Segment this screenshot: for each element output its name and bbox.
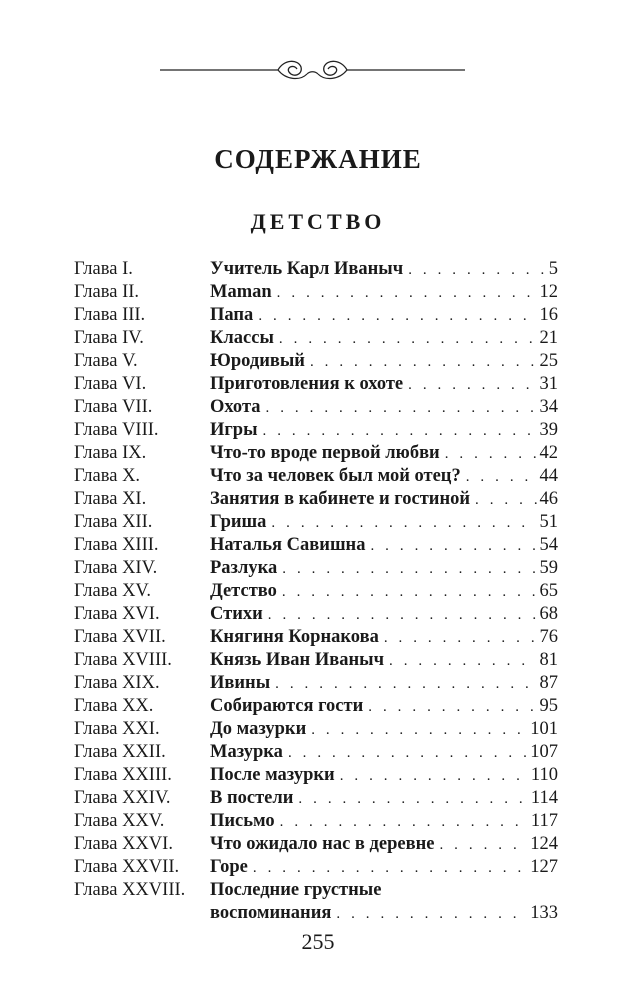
toc-leader-dots bbox=[263, 420, 537, 443]
toc-row[interactable] bbox=[74, 695, 558, 718]
toc-leader-dots bbox=[258, 305, 536, 328]
toc-page-number: 81 bbox=[539, 650, 558, 670]
toc-row[interactable] bbox=[74, 810, 558, 833]
toc-leader-dots bbox=[275, 673, 536, 696]
toc-leader-dots bbox=[268, 604, 537, 627]
toc-row[interactable] bbox=[74, 396, 558, 419]
toc-row[interactable] bbox=[74, 787, 558, 810]
toc-row[interactable] bbox=[74, 419, 558, 442]
toc-title: Охота bbox=[210, 397, 261, 417]
toc-leader-dots bbox=[266, 397, 537, 420]
toc-page-number: 42 bbox=[539, 443, 558, 463]
toc-title: Княгиня Корнакова bbox=[210, 627, 379, 647]
toc-page-number: 133 bbox=[530, 903, 558, 923]
toc-leader-dots bbox=[370, 535, 536, 558]
toc-title: Мазурка bbox=[210, 742, 283, 762]
toc-chapter-label: Глава III. bbox=[74, 305, 146, 325]
toc-page-number: 39 bbox=[539, 420, 558, 440]
toc-chapter-label: Глава VII. bbox=[74, 397, 153, 417]
toc-row[interactable] bbox=[74, 764, 558, 787]
toc-title: Приготовления к охоте bbox=[210, 374, 404, 394]
toc-page-number: 68 bbox=[539, 604, 558, 624]
toc-title: Игры bbox=[210, 420, 258, 440]
toc-page-number: 34 bbox=[539, 397, 558, 417]
toc-leader-dots bbox=[288, 742, 527, 765]
toc-leader-dots bbox=[389, 650, 536, 673]
toc-leader-dots bbox=[475, 489, 536, 512]
toc-chapter-label: Глава XXI. bbox=[74, 719, 160, 739]
toc-row[interactable] bbox=[74, 258, 558, 281]
page-number: 255 bbox=[301, 929, 335, 954]
toc-title: Что ожидало нас в деревне bbox=[210, 834, 435, 854]
toc-leader-dots bbox=[298, 788, 528, 811]
toc-chapter-label: Глава IX. bbox=[74, 443, 147, 463]
toc-title: Юродивый bbox=[210, 351, 305, 371]
toc-row[interactable] bbox=[74, 488, 558, 511]
toc-leader-dots bbox=[310, 351, 537, 374]
toc-chapter-label: Глава XXVII. bbox=[74, 857, 180, 877]
toc-title-line2: воспоминания bbox=[210, 903, 332, 923]
toc-chapter-label: Глава VI. bbox=[74, 374, 147, 394]
table-of-contents bbox=[74, 258, 558, 925]
toc-title: Что-то вроде первой любви bbox=[210, 443, 440, 463]
toc-title: Разлука bbox=[210, 558, 278, 578]
toc-leader-dots bbox=[280, 811, 528, 834]
toc-chapter-label: Глава XXV. bbox=[74, 811, 165, 831]
toc-chapter-label: Глава II. bbox=[74, 282, 140, 302]
toc-page-number: 44 bbox=[539, 466, 558, 486]
toc-leader-dots bbox=[271, 512, 536, 535]
toc-title: Детство bbox=[210, 581, 277, 601]
toc-chapter-label: Глава XXIV. bbox=[74, 788, 171, 808]
toc-row[interactable] bbox=[74, 603, 558, 626]
toc-row[interactable] bbox=[74, 879, 558, 925]
toc-row[interactable] bbox=[74, 833, 558, 856]
toc-page-number: 5 bbox=[548, 259, 558, 279]
toc-title: Классы bbox=[210, 328, 274, 348]
toc-chapter-label: Глава V. bbox=[74, 351, 138, 371]
toc-row[interactable] bbox=[74, 373, 558, 396]
toc-page-number: 114 bbox=[530, 788, 558, 808]
toc-row[interactable] bbox=[74, 534, 558, 557]
toc-chapter-label: Глава XX. bbox=[74, 696, 154, 716]
toc-chapter-label: Глава XXVI. bbox=[74, 834, 173, 854]
toc-chapter-label: Глава X. bbox=[74, 466, 141, 486]
toc-page-number: 101 bbox=[530, 719, 558, 739]
toc-row[interactable] bbox=[74, 741, 558, 764]
toc-row[interactable] bbox=[74, 442, 558, 465]
toc-row[interactable] bbox=[74, 580, 558, 603]
toc-title: Стихи bbox=[210, 604, 263, 624]
toc-page-number: 117 bbox=[530, 811, 558, 831]
toc-leader-dots bbox=[384, 627, 537, 650]
toc-leader-dots bbox=[445, 443, 537, 466]
toc-page-number: 54 bbox=[539, 535, 558, 555]
toc-title: В постели bbox=[210, 788, 294, 808]
toc-leader-dots bbox=[336, 903, 527, 926]
toc-leader-dots bbox=[311, 719, 527, 742]
toc-leader-dots bbox=[368, 696, 536, 719]
toc-title: После мазурки bbox=[210, 765, 335, 785]
toc-page-number: 59 bbox=[539, 558, 558, 578]
toc-page-number: 107 bbox=[530, 742, 558, 762]
toc-page-number: 25 bbox=[539, 351, 558, 371]
toc-page-number: 31 bbox=[539, 374, 558, 394]
toc-title: Занятия в кабинете и гостиной bbox=[210, 489, 471, 509]
toc-row[interactable] bbox=[74, 649, 558, 672]
toc-page-number: 127 bbox=[530, 857, 558, 877]
toc-chapter-label: Глава XI. bbox=[74, 489, 147, 509]
toc-chapter-label: Глава XVIII. bbox=[74, 650, 172, 670]
toc-row[interactable] bbox=[74, 626, 558, 649]
toc-chapter-label: Глава I. bbox=[74, 259, 133, 279]
toc-title: Горе bbox=[210, 857, 248, 877]
toc-title: Собираются гости bbox=[210, 696, 364, 716]
toc-chapter-label: Глава IV. bbox=[74, 328, 144, 348]
toc-leader-dots bbox=[340, 765, 528, 788]
toc-leader-dots bbox=[282, 581, 537, 604]
toc-title: Что за человек был мой отец? bbox=[210, 466, 461, 486]
toc-leader-dots bbox=[279, 328, 537, 351]
toc-leader-dots bbox=[408, 259, 545, 282]
toc-title: Maman bbox=[210, 282, 272, 302]
toc-chapter-label: Глава XIII. bbox=[74, 535, 159, 555]
toc-row[interactable] bbox=[74, 672, 558, 695]
toc-page-number: 16 bbox=[539, 305, 558, 325]
toc-row[interactable] bbox=[74, 557, 558, 580]
toc-chapter-label: Глава XVI. bbox=[74, 604, 160, 624]
toc-row[interactable] bbox=[74, 465, 558, 488]
toc-chapter-label: Глава XXIII. bbox=[74, 765, 172, 785]
toc-chapter-label: Глава XV. bbox=[74, 581, 152, 601]
decorative-divider-ornament bbox=[160, 52, 465, 88]
toc-leader-dots bbox=[282, 558, 536, 581]
toc-row[interactable] bbox=[74, 304, 558, 327]
toc-page-number: 12 bbox=[539, 282, 558, 302]
toc-row[interactable] bbox=[74, 511, 558, 534]
page-title: СОДЕРЖАНИЕ bbox=[214, 144, 422, 174]
section-title: ДЕТСТВО bbox=[250, 209, 386, 234]
toc-title: Князь Иван Иваныч bbox=[210, 650, 385, 670]
toc-title: Папа bbox=[210, 305, 254, 325]
toc-chapter-label: Глава XII. bbox=[74, 512, 153, 532]
toc-page-number: 124 bbox=[530, 834, 558, 854]
toc-chapter-label: Глава XVII. bbox=[74, 627, 166, 647]
toc-chapter-label: Глава XXVIII. bbox=[74, 880, 186, 900]
toc-page-number: 65 bbox=[539, 581, 558, 601]
toc-page-number: 21 bbox=[539, 328, 558, 348]
toc-page-number: 110 bbox=[530, 765, 558, 785]
toc-row[interactable] bbox=[74, 327, 558, 350]
toc-title: Гриша bbox=[210, 512, 267, 532]
toc-chapter-label: Глава VIII. bbox=[74, 420, 159, 440]
toc-title: Ивины bbox=[210, 673, 271, 693]
toc-row[interactable] bbox=[74, 350, 558, 373]
toc-title: Учитель Карл Иваныч bbox=[210, 259, 404, 279]
toc-chapter-label: Глава XXII. bbox=[74, 742, 166, 762]
toc-chapter-label: Глава XIX. bbox=[74, 673, 160, 693]
toc-row[interactable] bbox=[74, 856, 558, 879]
toc-page-number: 51 bbox=[539, 512, 558, 532]
toc-chapter-label: Глава XIV. bbox=[74, 558, 158, 578]
toc-title: Наталья Савишна bbox=[210, 535, 366, 555]
toc-leader-dots bbox=[466, 466, 537, 489]
toc-title: До мазурки bbox=[210, 719, 307, 739]
toc-title-line1: Последние грустные bbox=[210, 880, 382, 900]
toc-leader-dots bbox=[408, 374, 536, 397]
toc-page-number: 95 bbox=[539, 696, 558, 716]
toc-leader-dots bbox=[253, 857, 527, 880]
toc-page-number: 87 bbox=[539, 673, 558, 693]
toc-page-number: 46 bbox=[539, 489, 558, 509]
toc-row[interactable] bbox=[74, 281, 558, 304]
toc-row[interactable] bbox=[74, 718, 558, 741]
toc-title: Письмо bbox=[210, 811, 275, 831]
toc-leader-dots bbox=[439, 834, 527, 857]
toc-page-number: 76 bbox=[539, 627, 558, 647]
toc-leader-dots bbox=[277, 282, 537, 305]
